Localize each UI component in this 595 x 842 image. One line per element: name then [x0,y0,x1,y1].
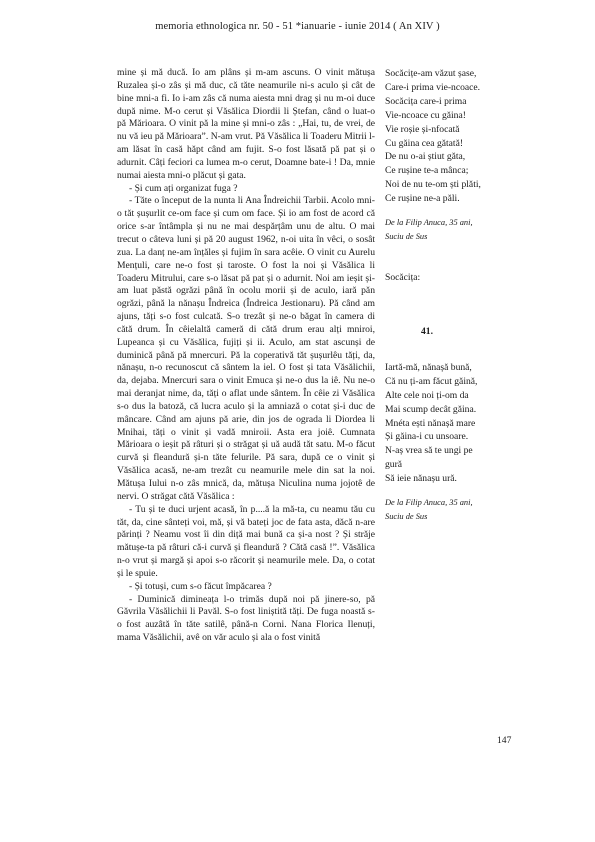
verse-number: 41. [421,325,433,337]
poem-line: Vie roșie și-nfocată [385,123,460,135]
poem-line: Alte cele noi ți-om da [385,389,469,401]
poem-line: Noi de nu te-om ști plăti, [385,179,481,191]
poem-line: Ce rușine te-a mânca; [385,165,469,177]
poem-line: Care-i prima vie-ncoace. [385,81,481,93]
answer-1: - Tăte o început de la nunta li Ana Îndreichii Tarbii. Acolo mni-o tăt șușurlit ce-om face și cum om face. Și io am fost de acord că orice s-ar întâmpla și nu ne mai despărțâm unu de altu. O mai trecut o câteva luni și pă 20 august 1962, n-oi uita în vêci, o sosât zua. La danț ne-am înțăles și fujim în sara acêie. O vinit cu Aurelu Mențuli, care ne-o fost și taroste. O fost la noi și Văsălica li Toaderu Mitrului, care s-o lăsat pă pat și o adurnit. Noi am ieșit și-am luat păstă ogrăzi până în ocolu morii și de aculo, iară păn ogrăzi, până la nănașu Îndreica (Îndreica Jestionaru). Pă când am ajuns, tăți s-o fost culcată. S-o trezât și ne-o băgat în camera di cătă drum. În cêielaltă cameră di cătă drum erau alți mniroi, Lupeanca și cu Văsălica, fujiți și ii. Aculo, am stat ascunși de duminică până pă mnercuri. Pă la coperativă tăt șușurlêu tăți, da, nănașu, n-o recunoscut că sântem la iel. O fost și tata Văsălichii, da, dejaba. Mnercuri sara o vinit Emuca și ne-o dus la iê. Nu ne-o mai deranjat nime, da, tăți o aflat unde sântem. În cêie zi Văsălica s-o dus la batoză, că lucra aculo și la amniază o cotat și-i duc de mâncare. Când am ajuns pă arie, din jos de ograda li Diordea li Mnihai, tăți o vinit și vadă mniroii. Asta era joiê. Cumnata Mărioara o ieșit pă râturi și o străgat și uă audă tăt satu. M-o făcut curvă și fleandură și-n tăte felurile. Pă sara, după ce o vinit și Văsălica acasă, ne-am trezât cu neamurile mele din sat la noi. Mătușa Iului n-o zâs mnică, da, mătușa Niculina numa jojotê de nervi. O străgat cătă Văsălica : [117,195,375,502]
quoted-speech: - Tu și te duci urjent acasă, în p....ă la mă-ta, cu neamu tău cu tăt, da, cine sânteți voi, mă, și vă bateți joc de fata asta, dăcă n-are părinți ? Neamu vost îi din diță mai bună ca și-a nost ? Și străje mătușe-ta pă râturi că-i curvă și fleandură ? Cătă casă !”. Văsălica n-o vrut și margă și apoi s-o răcorit și neamurile mele. Da, o cotat și le spuie. [117,503,375,579]
paragraph-1: mine și mă ducă. Io am plâns și m-am ascuns. O vinit mătușa Ruzalea și-o zâs și mă duc, că tăte neamurile ni-s aculo și cât de bine mni-a fi. Io i-am zâs că numa aiesta mni drag și nu m-oi duce după nime. M-o cerut și Văsălica Diordii li Ștefan, când o luat-o pă Mărioara. O vinit pă la mine și mni-o zâs : „Hai, tu, de vrei, de nu vă ieu pă Mărioara”. N-am vrut. Pă Văsălica li Toaderu Mitrii l-am lăsat în casă hăpt când am fujit. S-o fost lăsată pă pat și o adurnit. Câți feciori ca lumea m-o cerut, Doamne bate-i ! Da, mnie numai aiesta mni-o plăcut și gata. [117,67,375,181]
poem-line: Socăcițe-am văzut șase, [385,68,477,79]
source-line: De la Filip Anuca, 35 ani, [385,498,473,508]
poem-line: Ce rușine ne-a păli. [385,193,460,205]
poem-1 [385,67,515,206]
interview-text-column [117,67,375,645]
poem-line: Să ieie nănașu ură. [385,473,457,485]
poem-line: N-aș vrea să te ungi pe [385,445,473,457]
poem-line: Socăcița care-i prima [385,95,467,107]
poem-line: Mnéta ești nănașă mare [385,417,476,429]
question-2: - Și totuși, cum s-o făcut împăcarea ? [129,580,272,592]
poem-line: Mai scump decât găina. [385,403,477,415]
running-header: memoria ethnologica nr. 50 - 51 *ianuarie - iunie 2014 ( An XIV ) [155,21,440,32]
source-attribution-1 [385,216,515,244]
speaker-label: Socăcița: [385,272,421,284]
poem-line: Cu găina cea gătată! [385,137,464,149]
poem-line: Vie-ncoace cu găina! [385,109,466,121]
question-1: - Și cum ați organizat fuga ? [129,182,238,194]
verse-column [385,67,515,524]
poem-line: gură [385,459,403,471]
source-line: Suciu de Sus [385,232,428,242]
source-line: Suciu de Sus [385,512,428,522]
poem-line: Iartă-mă, nănașă bună, [385,361,472,373]
poem-line: Și găina-i cu unsoare. [385,431,469,443]
source-line: De la Filip Anuca, 35 ani, [385,218,473,228]
source-attribution-2 [385,496,515,524]
answer-2: - Duminică dimineața l-o trimăs după noi pă jinere-so, pă Găvrila Văsălichii li Pavăl. S-o fost liniștită tăți. De fuga noastă s-o fost auzâtă în tăte satilê, până-n Corni. Nana Florica Ilenuți, mama Văsălichii, avê on văr aculo și ala o fost vinită [117,593,375,644]
poem-line: De nu o-ai știut găta, [385,151,466,163]
poem-line: Că nu ți-am făcut găină, [385,375,478,387]
poem-2 [385,361,515,486]
page-number: 147 [497,735,512,746]
